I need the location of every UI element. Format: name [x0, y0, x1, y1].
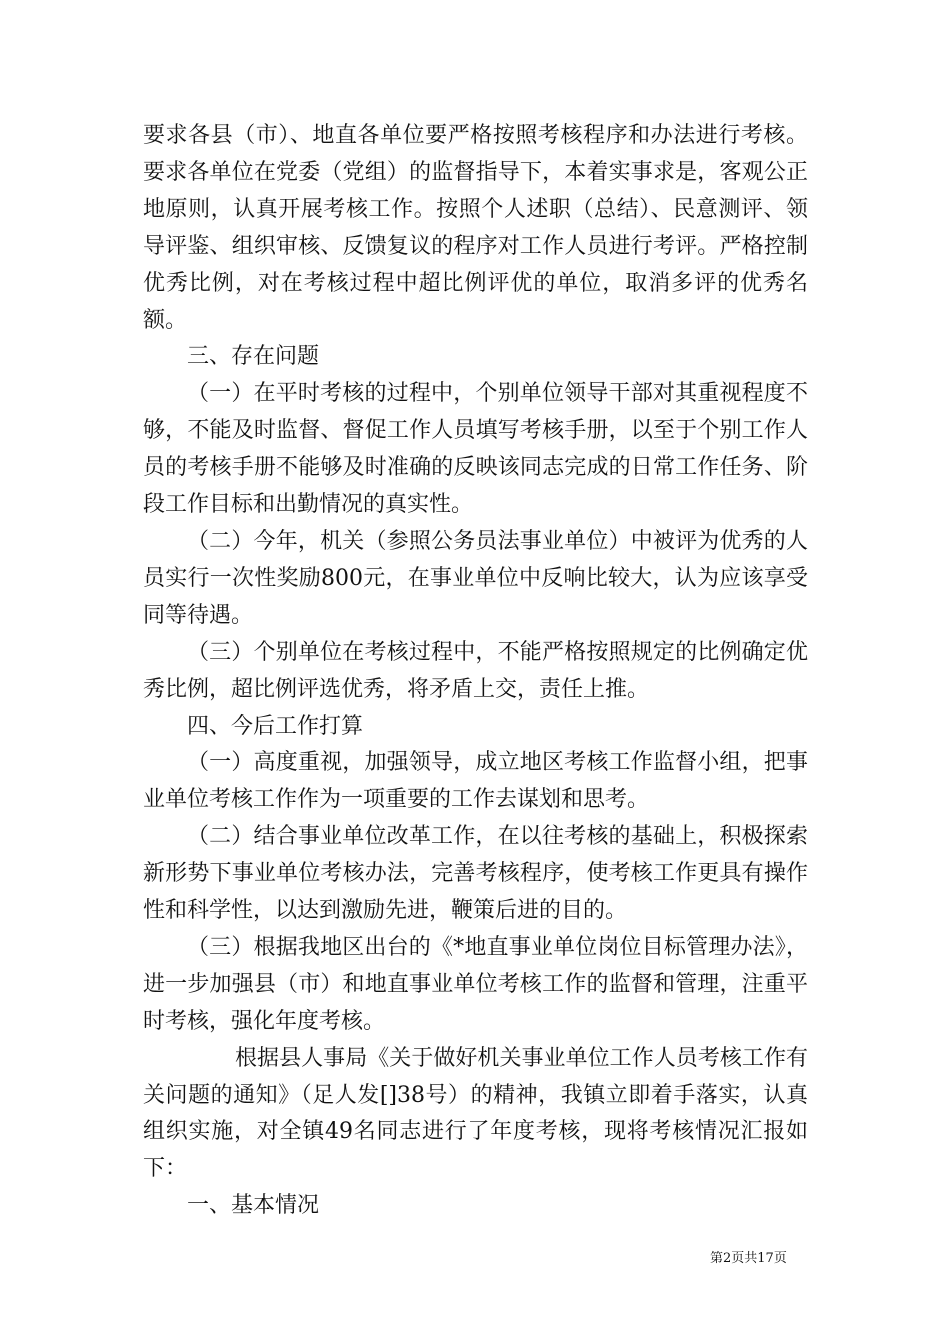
heading-basic-situation: 一、基本情况 [187, 1193, 320, 1219]
paragraph-problem-1: （一）在平时考核的过程中，个别单位领导干部对其重视程度不够，不能及时监督、督促工作人员填写考核手册，以至于个别工作人员的考核手册不能够及时准确的反映该同志完成的日常工作任务、阶段工作目标和出勤情况的真实性。 [143, 381, 808, 518]
paragraph-assessment-requirements: 要求各县（市）、地直各单位要严格按照考核程序和办法进行考核。要求各单位在党委（党组）的监督指导下，本着实事求是，客观公正地原则，认真开展考核工作。按照个人述职（总结）、民意测评、领导评鉴、组织审核、反馈复议的程序对工作人员进行考评。严格控制优秀比例，对在考核过程中超比例评优的单位，取消多评的优秀名额。 [143, 123, 808, 333]
heading-future-plans: 四、今后工作打算 [187, 713, 364, 739]
paragraph-plan-3: （三）根据我地区出台的《*地直事业单位岗位目标管理办法》，进一步加强县（市）和地直事业单位考核工作的监督和管理，注重平时考核，强化年度考核。 [143, 934, 808, 1034]
document-body [143, 118, 808, 1225]
paragraph-plan-1: （一）高度重视，加强领导，成立地区考核工作监督小组，把事业单位考核工作作为一项重要的工作去谋划和思考。 [143, 750, 808, 813]
paragraph-problem-3: （三）个别单位在考核过程中，不能严格按照规定的比例确定优秀比例，超比例评选优秀，将矛盾上交，责任上推。 [143, 639, 808, 702]
heading-existing-problems: 三、存在问题 [187, 344, 320, 370]
paragraph-plan-2: （二）结合事业单位改革工作，在以往考核的基础上，积极探索新形势下事业单位考核办法，完善考核程序，使考核工作更具有操作性和科学性，以达到激励先进，鞭策后进的目的。 [143, 824, 808, 924]
page-number: 第2页共17页 [710, 1251, 787, 1266]
paragraph-problem-2: （二）今年，机关（参照公务员法事业单位）中被评为优秀的人员实行一次性奖励800元，在事业单位中反响比较大，认为应该享受同等待遇。 [143, 528, 808, 628]
paragraph-report-intro: 根据县人事局《关于做好机关事业单位工作人员考核工作有关问题的通知》（足人发[]38号）的精神，我镇立即着手落实，认真组织实施，对全镇49名同志进行了年度考核，现将考核情况汇报如下： [143, 1045, 808, 1182]
